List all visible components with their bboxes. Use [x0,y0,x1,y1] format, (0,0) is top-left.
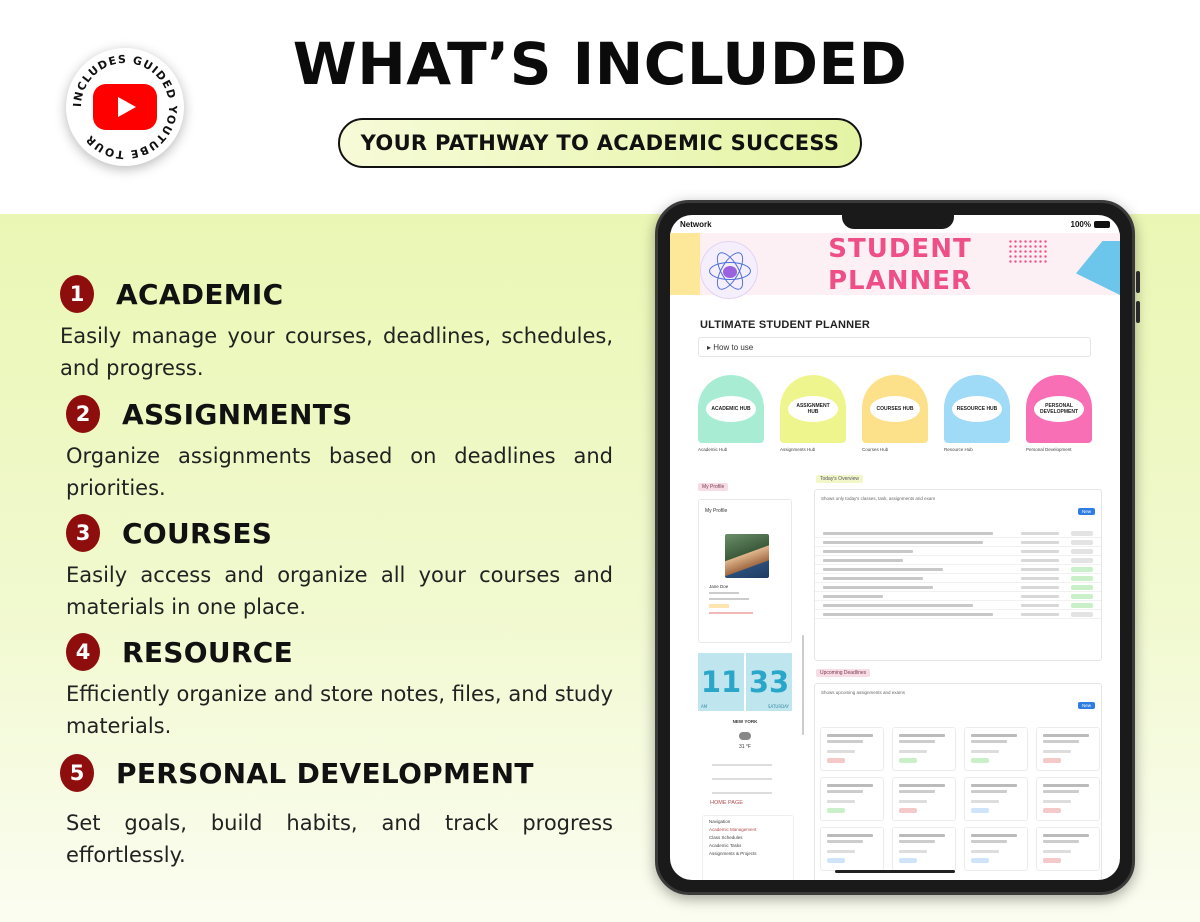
clock-widget [698,653,792,711]
feature-title: ACADEMIC [116,277,284,311]
banner-decoration [670,233,700,295]
deadline-cards [820,727,1100,871]
left-column [698,475,794,819]
subtitle-pill: YOUR PATHWAY TO ACADEMIC SUCCESS [338,118,862,168]
table-row[interactable] [815,547,1101,556]
table-row[interactable] [815,610,1101,619]
feature-description: Easily access and organize all your courses and materials in one place. [66,563,613,619]
table-row[interactable] [815,565,1101,574]
profile-photo [725,534,769,578]
hub-name: ACADEMIC HUB [706,396,756,422]
profile-detail-line [709,612,753,614]
feature-assignments [66,392,626,504]
deadline-card[interactable] [892,827,956,871]
hub-label[interactable]: Courses Hub [862,447,889,452]
profile-card[interactable] [698,499,792,643]
feature-description: Easily manage your courses, deadlines, schedules, and progress. [60,324,613,380]
hub-name: COURSES HUB [870,396,920,422]
hub-name: ASSIGNMENT HUB [788,396,838,422]
hub-label[interactable]: Resource Hub [944,447,973,452]
badge-text: INCLUDES GUIDED YOUTUBE TOUR [70,52,180,162]
clock-day: SATURDAY [767,704,789,709]
nav-item[interactable]: Academic Tasks [709,843,742,848]
feature-resource [66,630,626,742]
hub-label[interactable]: Academic Hub [698,447,728,452]
tablet-screen [670,215,1120,880]
hub-arch [862,375,928,443]
new-button[interactable]: New [1078,508,1095,515]
table-row[interactable] [815,583,1101,592]
hub-assignments[interactable] [780,375,846,452]
deadline-card[interactable] [1036,777,1100,821]
feature-number: 4 [66,633,100,671]
my-profile-label: My Profile [698,483,728,491]
deadline-card[interactable] [820,777,884,821]
overview-caption: Shows only today's classes, task, assignments and exam [821,496,936,501]
feature-title: RESOURCE [122,635,294,669]
deadline-card[interactable] [1036,727,1100,771]
hub-courses[interactable] [862,375,928,452]
table-row[interactable] [815,529,1101,538]
page-title: WHAT’S INCLUDED [292,30,908,98]
navigation-box [702,815,794,880]
nav-item[interactable]: Academic Management [709,827,757,832]
table-row[interactable] [815,538,1101,547]
feature-title: PERSONAL DEVELOPMENT [116,756,534,790]
feature-number: 5 [60,754,94,792]
clock-am-pm: AM [701,704,708,709]
profile-detail-line [709,592,739,594]
banner-decoration [1076,241,1120,295]
table-row[interactable] [815,556,1101,565]
hub-academic[interactable] [698,375,764,452]
deadline-card[interactable] [892,727,956,771]
tablet-mockup [655,200,1135,895]
deadline-card[interactable] [892,777,956,821]
hub-arch [944,375,1010,443]
clock-minute: 33 [748,665,790,699]
weather-city: NEW YORK [732,719,758,724]
hub-personal-development[interactable] [1026,375,1092,452]
status-bar [680,220,1110,230]
table-row[interactable] [815,592,1101,601]
forecast-row [712,778,772,780]
scrollbar[interactable] [802,635,804,735]
feature-number: 1 [60,275,94,313]
hub-arch [698,375,764,443]
deadline-card[interactable] [820,727,884,771]
feature-description: Set goals, build habits, and track progress effortlessly. [66,811,613,867]
clock-hour: 11 [700,665,742,699]
hub-name: PERSONAL DEVELOPMENT [1034,396,1084,422]
deadline-card[interactable] [964,827,1028,871]
today-overview-panel [814,489,1102,661]
profile-tag [709,604,729,608]
overview-rows [815,529,1101,619]
deadline-card[interactable] [964,727,1028,771]
forecast-row [712,792,772,794]
feature-number: 3 [66,514,100,552]
deadline-card[interactable] [820,827,884,871]
profile-name: Jane Doe [709,584,729,589]
hub-name: RESOURCE HUB [952,396,1002,422]
deadline-card[interactable] [964,777,1028,821]
feature-description: Organize assignments based on deadlines and priorities. [66,444,613,500]
feature-title: COURSES [122,516,273,550]
how-to-use-toggle[interactable]: ▸ How to use [698,337,1091,357]
home-page-link[interactable]: HOME PAGE [710,800,743,806]
network-status: Network [680,220,712,229]
hub-label[interactable]: Personal Development [1026,447,1072,452]
deadline-card[interactable] [1036,827,1100,871]
today-overview-label: Today's Overview [816,475,863,483]
hub-label[interactable]: Assignments Hub [780,447,816,452]
banner-dots [1008,239,1048,263]
nav-item[interactable]: Class Schedules [709,835,743,840]
weather-temp: 31 °F [738,744,751,750]
profile-card-title: My Profile [705,508,728,514]
feature-courses [66,511,626,623]
hub-arch [1026,375,1092,443]
feature-title: ASSIGNMENTS [122,397,353,431]
home-indicator [835,870,955,873]
feature-number: 2 [66,395,100,433]
profile-detail-line [709,598,749,600]
tablet-side-button [1136,301,1140,323]
upcoming-deadlines-label: Upcoming Deadlines [816,669,870,677]
nav-item[interactable]: Assignments & Projects [709,851,757,856]
planner-page-title: ULTIMATE STUDENT PLANNER [700,319,870,331]
feature-description: Efficiently organize and store notes, files, and study materials. [66,682,613,738]
new-button[interactable]: New [1078,702,1095,709]
cloud-icon [739,732,751,740]
feature-academic [60,272,620,384]
feature-personal-development [60,751,620,871]
hub-resource[interactable] [944,375,1010,452]
battery-icon [1094,221,1110,228]
tablet-side-button [1136,271,1140,293]
forecast-row [712,764,772,766]
banner-title: STUDENT PLANNER [827,234,973,295]
table-row[interactable] [815,574,1101,583]
nav-heading: Navigation [709,819,731,824]
table-row[interactable] [815,601,1101,610]
atom-icon [700,241,758,299]
hub-arch [780,375,846,443]
deadlines-caption: Shows upcoming assignments and exams [821,690,906,695]
battery-percent: 100% [1070,220,1091,229]
